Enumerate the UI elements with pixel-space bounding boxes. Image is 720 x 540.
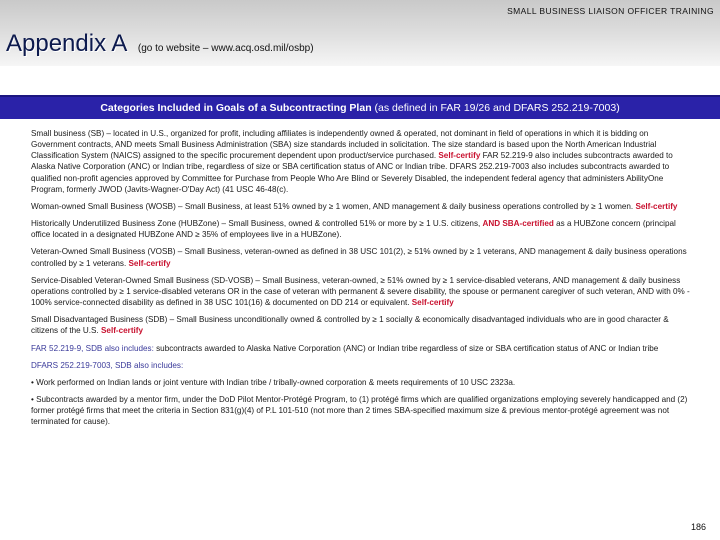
sdb-text: Small Disadvantaged Business (SDB) – Small Business unconditionally owned & controlled by ≥ 1 socially & economically disadvantaged individuals who are in good character & citizens of the U.S.: [31, 315, 669, 336]
wosb-text: Woman-owned Small Business (WOSB) – Small Business, at least 51% owned by ≥ 1 women, AND management & daily business operations controlled by ≥ 1 women.: [31, 201, 634, 211]
paragraph-vosb: [31, 246, 693, 268]
sdb-self-certify: Self-certify: [101, 326, 144, 336]
dfars-lead: DFARS 252.219-7003, SDB also includes:: [31, 360, 184, 370]
bullet-1: • Work performed on Indian lands or joint venture with Indian tribe / tribally-owned corporation & meets requirements of 10 USC 2323a.: [31, 377, 516, 387]
paragraph-sdvosb: [31, 275, 693, 308]
vosb-text: Veteran-Owned Small Business (VOSB) – Small Business, veteran-owned as defined in 38 USC 101(2), ≥ 51% owned by ≥ 1 veterans, AND management & daily business operations controlled by ≥ 1 veterans.: [31, 247, 687, 268]
page-title: Appendix A: [6, 30, 128, 57]
hubzone-text: Historically Underutilized Business Zone (HUBZone) – Small Business, owned & controlled 51% or more by ≥ 1 U.S. citizens,: [31, 219, 481, 229]
paragraph-wosb: [31, 201, 693, 212]
paragraph-hubzone: [31, 218, 693, 240]
training-label: SMALL BUSINESS LIAISON OFFICER TRAINING: [507, 6, 714, 16]
banner-subtitle: (as defined in FAR 19/26 and DFARS 252.219-7003): [374, 102, 620, 114]
website-link[interactable]: (go to website – www.acq.osd.mil/osbp): [137, 43, 314, 54]
body-content: [31, 128, 693, 433]
far-text: subcontracts awarded to Alaska Native Corporation (ANC) or Indian tribe regardless of size or SBA certification status of ANC or Indian tribe: [156, 343, 659, 353]
sdvosb-text: Service-Disabled Veteran-Owned Small Business (SD-VOSB) – Small Business, veteran-owned, ≥ 51% owned by ≥ 1 service-disabled veterans, AND management & daily business operations controlled by ≥ 1 service-disabled veterans OR in the case of veteran with permanent & severe disability, the spouse or permanent caregiver of such veteran, AND with 0% - 100% service-connected disability as defined in 38 USC 101(16) & documented on DD 214 or equivalent.: [31, 275, 690, 308]
far-lead: FAR 52.219-9, SDB also includes:: [31, 343, 154, 353]
paragraph-far: [31, 343, 693, 354]
sb-text: Small business (SB) – located in U.S., organized for profit, including affiliates is independently owned & operated, not dominant in field of operations in which it is bidding on Government contracts, AND meets Small Business Administration (SBA) size standards included in solicitation. The size standard is based upon the North American Industrial Classification System (NAICS) assigned to the specific procurement dependent upon product/service purchased.: [31, 129, 657, 161]
sb-self-certify: Self-certify: [438, 151, 481, 161]
paragraph-dfars: [31, 360, 693, 371]
title-line: [6, 30, 314, 58]
page-number: 186: [690, 522, 706, 532]
sdvosb-self-certify: Self-certify: [411, 298, 454, 308]
category-banner: [0, 95, 720, 119]
bullet-2: • Subcontracts awarded by a mentor firm, under the DoD Pilot Mentor-Protégé Program, to (1) protégé firms which are qualified organizations employing severely handicapped and (2) former protégé firms that meet the criteria in Section 831(g)(4) of P.L 101-510 (not more than 2 times SBA-specified maximum size & previous mentor-protégé agreement was not terminated for cause).: [31, 394, 688, 427]
sb-text-2: FAR 52.219-9 also includes subcontracts awarded to Alaska Native Corporation (ANC) or Indian tribe, regardless of size or SBA certification status of ANC or Indian tribe. DFARS 252.219-7003 also includes subcontracts awarded to qualified non-profit agencies approved by Committee for Purchase from People Who Are Blind or Severely Disabled, the independent federal agency that administers AbilityOne Program, formerly JWOD (Javits-Wagner-O'Day Act) (41 USC 46-48(c).: [31, 151, 673, 194]
paragraph-sdb: [31, 314, 693, 336]
paragraph-sb: [31, 128, 693, 195]
hubzone-text-2: as a HUBZone concern (principal office located in a designated HUBZone AND ≥ 35% of employees live in a HUBZone).: [31, 219, 676, 240]
banner-title: Categories Included in Goals of a Subcontracting Plan: [100, 102, 372, 114]
wosb-self-certify: Self-certify: [635, 201, 678, 211]
hubzone-certified: AND SBA-certified: [482, 219, 554, 229]
vosb-self-certify: Self-certify: [128, 258, 171, 268]
